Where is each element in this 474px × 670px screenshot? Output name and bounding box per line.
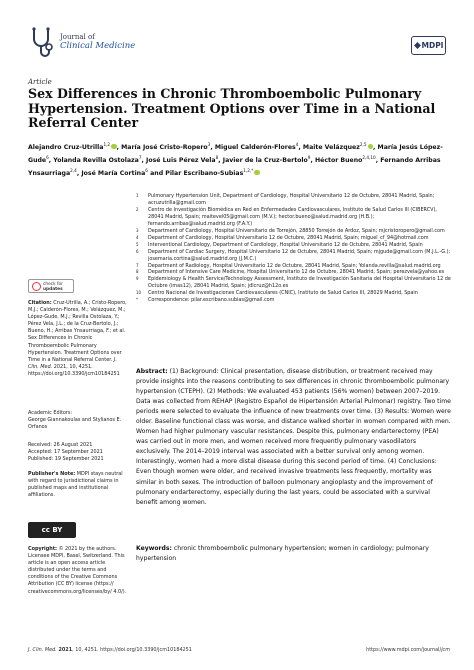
author-list <box>28 140 453 179</box>
footer-doi[interactable]: , 10, 4251. https://doi.org/10.3390/jcm10184251 <box>72 647 192 653</box>
affiliation-number: 4 <box>136 234 139 240</box>
author-affiliation-sup: 3 <box>207 142 211 147</box>
author-separator: , <box>375 157 381 165</box>
copyright-label: Copyright: <box>28 546 58 552</box>
author-name[interactable]: José Luis Pérez Vela <box>146 157 216 165</box>
keywords-text: chronic thromboembolic pulmonary hypertension; women in cardiology; pulmonary hypertension <box>136 545 429 563</box>
affiliation-number: 1 <box>136 193 139 198</box>
keywords <box>136 544 452 564</box>
footer-journal: J. Clin. Med. <box>28 647 57 653</box>
citation-doi[interactable]: 2021, 10, 4251. https://doi.org/10.3390/jcm10184251 <box>28 363 120 377</box>
keywords-label: Keywords: <box>136 545 172 552</box>
copyright-text: © 2021 by the authors. Licensee MDPI, Basel, Switzerland. This article is an open access article distributed under the terms and conditions of the Creative Commons Attribution (CC BY) license (https:// creativecommons.org/licenses/by/ 4.0/). <box>28 546 127 595</box>
author-name[interactable]: Fernando Arribas Ynsaurriaga <box>28 157 441 178</box>
author-separator: , <box>210 144 215 152</box>
affiliation-item <box>136 228 451 235</box>
author-name[interactable]: Alejandro Cruz-Utrilla <box>28 144 104 152</box>
published-date: Published: 19 September 2021 <box>28 456 104 463</box>
author-affiliation-sup: 7 <box>138 155 142 161</box>
affiliation-number: 9 <box>136 276 139 282</box>
footer-url-prefix: https://www.mdpi.com/journal/ <box>366 647 442 653</box>
affiliation-text: Department of Cardiology, Hospital Universitario 12 de Octubre, 28041 Madrid, Spain; miguel_cf_94@hotmail.com <box>148 234 429 241</box>
affiliation-number: 5 <box>136 241 139 247</box>
author-name[interactable]: Javier de la Cruz-Bertolo <box>222 157 308 165</box>
updates-line1: check for <box>43 282 63 287</box>
author-name[interactable]: María Jesús López-Gude <box>28 144 443 165</box>
publication-dates <box>28 442 128 463</box>
author-affiliation-sup: 4 <box>295 142 299 147</box>
author-separator: , <box>298 144 303 152</box>
citation-journal: J. Clin. Med. <box>28 356 117 370</box>
abstract-text: (1) Background: Clinical presentation, disease distribution, or treatment received may provide insights into the reasons contributing to sex differences in chronic thromboembolic pulmonary hypertension (CTEPH). (2) Methods: We evaluated 453 patients (56% women) between 2007–2019. Data was collected from REHAP (Registro Español de Hipertensión Arterial Pulmonar) registry. Two time periods were selected to evaluate the influence of new treatments over time. (3) Results: Women were older. Baseline functional class was worse, and distance walked shorter in women compared with men. Women had higher pulmonary vascular resistances. Despite this, pulmonary endarterectomy (PEA) was carried out in more men, and women received more frequently pulmonary vasodilators exclusively. The 2014–2019 interval was associated with a better survival only among women. Interestingly, women had a more distal disease during this second period of time. (4) Conclusions: Even though women were older, and received invasive treatments less frequently, mortality was similar in both sexes. The introduction of balloon pulmonary angioplasty and the improvement of pulmonary endarterectomy, especially during the last years, could be associated with a survival benefit among women. <box>136 368 451 506</box>
affiliation-number: 8 <box>136 269 139 275</box>
affiliation-list <box>136 193 451 304</box>
author-separator: , <box>48 157 54 165</box>
author-affiliation-sup: 1,2,* <box>243 168 254 174</box>
author-affiliation-sup: 2,4,10 <box>362 155 376 161</box>
affiliation-number: 7 <box>136 262 139 268</box>
mdpi-hexagon-icon <box>414 42 421 49</box>
author-name[interactable]: Pilar Escribano-Subias <box>165 170 244 178</box>
author-separator: , <box>218 157 223 165</box>
author-separator: and <box>147 170 166 178</box>
editors-text: George Giannakoulas and Stylianos E. Orfanos <box>28 417 122 431</box>
footer-url-journal: jcm <box>441 647 450 653</box>
check-for-updates-button[interactable] <box>28 279 74 293</box>
orcid-icon[interactable] <box>254 170 260 176</box>
accepted-date: Accepted: 17 September 2021 <box>28 449 103 456</box>
affiliation-text: Department of Cardiac Surgery, Hospital Universitario 12 de Octubre, 28041 Madrid, Spain; mjgude@gmail.com (M.J.L.-G.); josemaria.cortina@salud.madrid.org (J.M.C.) <box>148 248 451 262</box>
academic-editors <box>28 410 128 431</box>
author-affiliation-sup: 6 <box>46 155 49 161</box>
affiliation-item <box>136 235 451 242</box>
received-date: Received: 26 August 2021 <box>28 442 93 448</box>
affiliation-item <box>136 276 451 290</box>
affiliation-text: Interventional Cardiology, Department of Cardiology, Hospital Universitario 12 de Octubre, 28041 Madrid, Spain <box>148 241 423 248</box>
mdpi-logo-text: MDPI <box>421 41 444 50</box>
mdpi-logo[interactable] <box>411 36 446 55</box>
author-separator: , <box>116 144 122 152</box>
affiliation-text: Epidemiology & Health Service/Technology Assessment, Instituto de Investigación Sanitaria del Hospital Universitario 12 de Octubre (imas12), 28041 Madrid, Spain; jdlcruz@h12o.es <box>148 276 451 290</box>
affiliation-number: 2 <box>136 206 139 212</box>
affiliation-text: Department of Radiology, Hospital Universitario 12 de Octubre, 28041 Madrid, Spain; Yolanda.revilla@salud.madrid.org <box>148 262 441 269</box>
author-name[interactable]: Miguel Calderón-Flores <box>214 144 296 152</box>
author-name[interactable]: Maite Velázquez <box>302 144 360 152</box>
affiliation-text: Centro Nacional de Investigaciones Cardiovasculares (CNIC), Instituto de Salud Carlos III, 28029 Madrid, Spain <box>148 290 418 297</box>
stethoscope-icon <box>28 26 54 60</box>
author-name[interactable]: Yolanda Revilla Ostolaza <box>53 157 139 165</box>
author-affiliation-sup: 8 <box>215 155 219 161</box>
affiliation-text: Centro de Investigación Biomédica en Red en Enfermedades Cardiovasculares, Instituto de Salud Carlos III (CIBERCV), 28041 Madrid, Spain; maitevel05@gmail.com (M.V.); hector.bueno@salud.madrid.org (H.B.); fernando.arribas@salud.madrid.org (F.A.Y.) <box>148 206 437 227</box>
citation-text: Cruz-Utrilla, A.; Cristo-Ropero, M.J.; Calderón-Flores, M.; Velázquez, M.; López-Gude, M.J.; Revilla Ostolaza, Y.; Pérez Vela, J.L.; de la Cruz-Bertolo, J.; Bueno, H.; Arribas Ynsaurriaga, F.; et al. Sex Differences in Chronic Thromboembolic Pulmonary Hypertension. Treatment Options over Time in a National Referral Center. <box>28 300 127 363</box>
affiliation-number: 6 <box>136 248 139 254</box>
journal-name[interactable] <box>60 33 135 51</box>
affiliation-text: Pulmonary Hypertension Unit, Department of Cardiology, Hospital Universitario 12 de Octubre, 28041 Madrid, Spain; acruzutrilla@gmail.com <box>148 193 435 206</box>
affiliation-number: * <box>136 297 138 303</box>
author-affiliation-sup: 6 <box>145 168 148 174</box>
footer-year: 2021 <box>56 647 73 653</box>
affiliation-item <box>136 290 451 297</box>
footer-citation <box>28 647 192 653</box>
affiliation-text: Correspondence: pilar.escribano.subias@gmail.com <box>148 297 275 304</box>
author-separator: , <box>310 157 315 165</box>
affiliation-number: 10 <box>136 290 142 296</box>
author-separator: , <box>76 170 82 178</box>
author-name[interactable]: José María Cortina <box>81 170 146 178</box>
abstract-label: Abstract: <box>136 368 168 375</box>
updates-icon <box>32 282 41 291</box>
author-name[interactable]: María José Cristo-Ropero <box>121 144 208 152</box>
citation-block <box>28 300 128 378</box>
author-affiliation-sup: 9 <box>307 155 311 161</box>
author-affiliation-sup: 2,5 <box>359 142 367 147</box>
article-title: Sex Differences in Chronic Thromboembolic Pulmonary Hypertension. Treatment Options over Time in a National Referral Center <box>28 86 436 130</box>
author-affiliation-sup: 1,2 <box>103 142 111 147</box>
affiliation-item <box>136 207 451 228</box>
abstract <box>136 367 452 508</box>
affiliation-text: Department of Intensive Care Medicine, Hospital Universitario 12 de Octubre, 28041 Madrid, Spain; perezvela@yahoo.es <box>148 269 445 276</box>
affiliation-item <box>136 242 451 249</box>
author-affiliation-sup: 2,4 <box>70 168 77 174</box>
affiliation-number: 3 <box>136 227 139 233</box>
journal-name-line2: Clinical Medicine <box>60 41 136 51</box>
editors-label: Academic Editors: <box>28 410 73 416</box>
citation-label: Citation: <box>28 300 52 306</box>
journal-name-line1: Journal of <box>60 33 95 41</box>
affiliation-item <box>136 193 451 207</box>
affiliation-text: Department of Cardiology, Hospital Universitario de Torrejón, 28850 Torrejón de Ardoz, Spain; mjcristoropero@gmail.com <box>148 227 445 234</box>
affiliation-item <box>136 263 451 270</box>
footer-journal-link[interactable] <box>366 647 450 653</box>
article-type: Article <box>28 78 52 86</box>
author-name[interactable]: Héctor Bueno <box>314 157 363 165</box>
affiliation-item <box>136 249 451 263</box>
publishers-note <box>28 471 128 499</box>
publishers-note-label: Publisher's Note: <box>28 471 76 477</box>
publishers-note-text: MDPI stays neutral with regard to jurisdictional claims in published maps and institutional affiliations. <box>28 471 123 499</box>
affiliation-item <box>136 297 451 304</box>
copyright-block <box>28 546 128 596</box>
updates-line2: updates <box>43 287 63 292</box>
author-separator: , <box>373 144 378 152</box>
author-separator: , <box>141 157 147 165</box>
cc-by-license-badge[interactable]: cc BY <box>28 522 76 538</box>
